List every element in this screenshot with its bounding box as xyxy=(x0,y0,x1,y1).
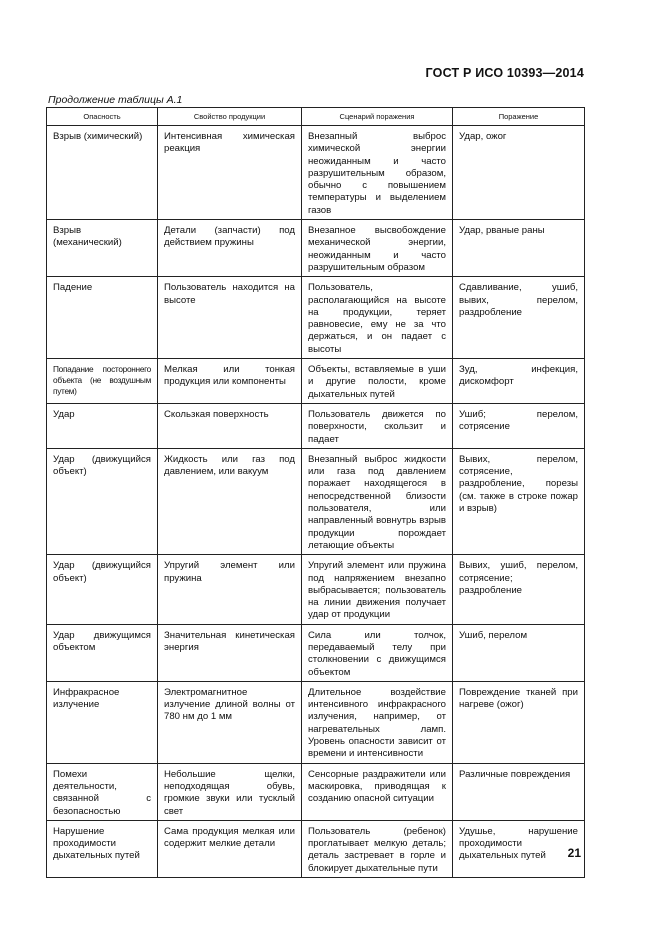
cell-hazard: Нарушение проходимости дыхательных путей xyxy=(47,820,158,877)
cell-hazard: Инфракрасное излучение xyxy=(47,681,158,763)
page-number: 21 xyxy=(567,846,581,860)
table-caption: Продолжение таблицы А.1 xyxy=(48,94,183,106)
cell-injury: Удар, ожог xyxy=(453,126,585,220)
column-header-property: Свойство продукции xyxy=(158,108,302,126)
cell-injury: Вывих, перелом, сотрясение, раздробление, порезы (см. также в строке пожар и взрыв) xyxy=(453,448,585,554)
cell-injury: Сдавливание, ушиб, вывих, перелом, раздробление xyxy=(453,277,585,359)
table-row xyxy=(47,126,585,220)
cell-scenario: Длительное воздействие интенсивного инфракрасного излучения, например, от нагревательных ламп. Уровень опасности зависит от времени и интенсивности xyxy=(302,681,453,763)
cell-property: Значительная кинетическая энергия xyxy=(158,624,302,681)
column-header-scenario: Сценарий поражения xyxy=(302,108,453,126)
table-header-row xyxy=(47,108,585,126)
column-header-injury: Поражение xyxy=(453,108,585,126)
cell-injury: Повреждение тканей при нагреве (ожог) xyxy=(453,681,585,763)
table-row xyxy=(47,403,585,448)
cell-injury: Различные повреждения xyxy=(453,763,585,820)
cell-scenario: Пользователь, располагающийся на высоте на продукции, теряет равновесие, ему не за что держаться, и он падает с высоты xyxy=(302,277,453,359)
cell-property: Электромагнитное излучение длиной волны от 780 нм до 1 мм xyxy=(158,681,302,763)
cell-hazard: Попадание постороннего объекта (не воздушным путем) xyxy=(47,359,158,404)
cell-property: Небольшие щелки, неподходящая обувь, громкие звуки или тусклый свет xyxy=(158,763,302,820)
cell-scenario: Упругий элемент или пружина под напряжением внезапно выбрасывается; пользователь на линии движения получает удар от продукции xyxy=(302,555,453,624)
cell-injury: Ушиб; перелом, сотрясение xyxy=(453,403,585,448)
cell-scenario: Сенсорные раздражители или маскировка, приводящая к созданию опасной ситуации xyxy=(302,763,453,820)
table-row xyxy=(47,681,585,763)
cell-scenario: Внезапное высвобождение механической энергии, неожиданным и часто разрушительным образом xyxy=(302,220,453,277)
table-row xyxy=(47,277,585,359)
cell-property: Сама продукция мелкая или содержит мелкие детали xyxy=(158,820,302,877)
cell-property: Упругий элемент или пружина xyxy=(158,555,302,624)
hazard-table xyxy=(46,107,585,878)
cell-hazard: Удар (движущийся объект) xyxy=(47,555,158,624)
table-row xyxy=(47,220,585,277)
cell-scenario: Сила или толчок, передаваемый телу при столкновении с движущимся объектом xyxy=(302,624,453,681)
cell-property: Интенсивная химическая реакция xyxy=(158,126,302,220)
cell-hazard: Помехи деятельности, связанной с безопасностью xyxy=(47,763,158,820)
cell-scenario: Пользователь движется по поверхности, скользит и падает xyxy=(302,403,453,448)
document-header: ГОСТ Р ИСО 10393—2014 xyxy=(425,66,584,80)
cell-property: Пользователь находится на высоте xyxy=(158,277,302,359)
cell-hazard: Удар xyxy=(47,403,158,448)
column-header-hazard: Опасность xyxy=(47,108,158,126)
cell-hazard: Взрыв (механический) xyxy=(47,220,158,277)
cell-scenario: Внезапный выброс жидкости или газа под давлением поражает находящегося в непосредственной близости пользователя, или направленный вовнутрь взрыв продукции порождает летающие объекты xyxy=(302,448,453,554)
cell-property: Мелкая или тонкая продукция или компоненты xyxy=(158,359,302,404)
table-row xyxy=(47,820,585,877)
cell-scenario: Внезапный выброс химической энергии неожиданным и часто разрушительным образом, обычно с повышением температуры и выделением газов xyxy=(302,126,453,220)
cell-property: Скользкая поверхность xyxy=(158,403,302,448)
cell-scenario: Пользователь (ребенок) проглатывает мелкую деталь; деталь застревает в горле и блокирует дыхательные пути xyxy=(302,820,453,877)
table-row xyxy=(47,624,585,681)
table-row xyxy=(47,555,585,624)
table-row xyxy=(47,448,585,554)
cell-injury: Ушиб, перелом xyxy=(453,624,585,681)
cell-hazard: Взрыв (химический) xyxy=(47,126,158,220)
cell-property: Жидкость или газ под давлением, или вакуум xyxy=(158,448,302,554)
cell-injury: Удар, рваные раны xyxy=(453,220,585,277)
table-row xyxy=(47,763,585,820)
cell-hazard: Удар движущимся объектом xyxy=(47,624,158,681)
cell-scenario: Объекты, вставляемые в уши и другие полости, кроме дыхательных путей xyxy=(302,359,453,404)
cell-injury: Вывих, ушиб, перелом, сотрясение; раздробление xyxy=(453,555,585,624)
cell-hazard: Падение xyxy=(47,277,158,359)
cell-hazard: Удар (движущийся объект) xyxy=(47,448,158,554)
table-row xyxy=(47,359,585,404)
cell-injury: Зуд, инфекция, дискомфорт xyxy=(453,359,585,404)
cell-injury: Удушье, нарушение проходимости дыхательных путей xyxy=(453,820,585,877)
cell-property: Детали (запчасти) под действием пружины xyxy=(158,220,302,277)
